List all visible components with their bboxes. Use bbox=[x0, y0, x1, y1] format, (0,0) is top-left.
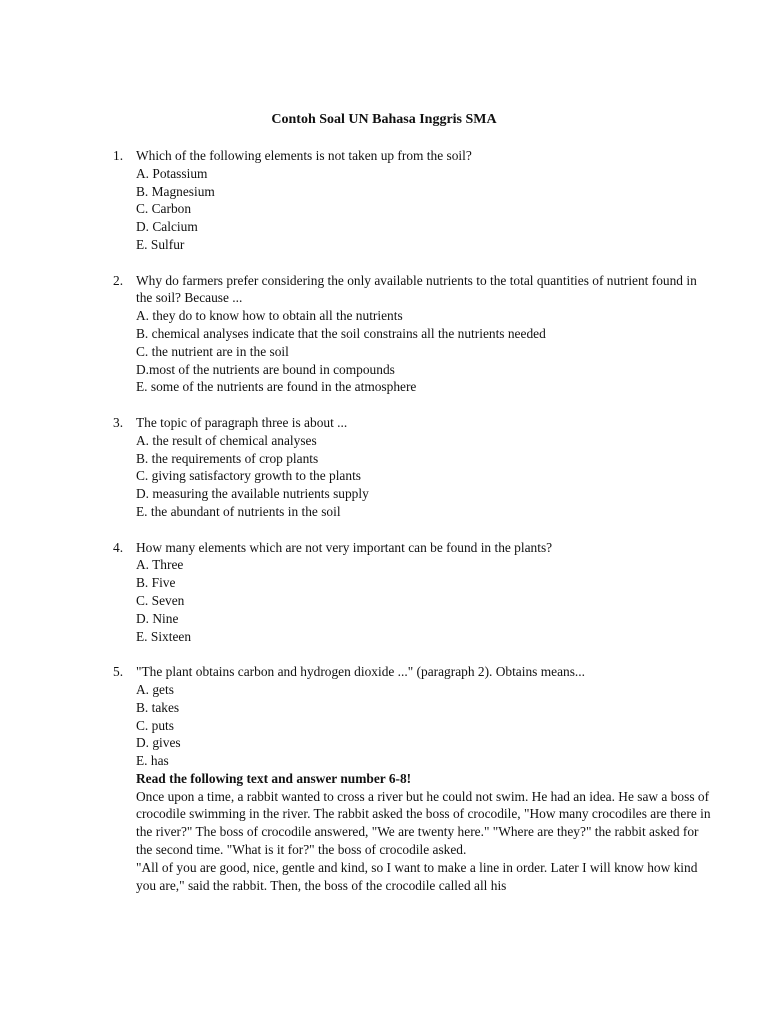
question-list bbox=[113, 147, 713, 894]
question-4 bbox=[113, 539, 713, 646]
option-d: D. measuring the available nutrients supply bbox=[136, 486, 369, 502]
option-d: D.most of the nutrients are bound in compounds bbox=[136, 361, 395, 377]
question-number: 2. bbox=[113, 272, 124, 288]
question-text: How many elements which are not very important can be found in the plants? bbox=[136, 539, 553, 555]
question-3 bbox=[113, 414, 713, 521]
option-e: E. Sulfur bbox=[136, 236, 185, 252]
option-a: A. gets bbox=[136, 681, 174, 697]
question-1 bbox=[113, 147, 713, 254]
option-e: E. some of the nutrients are found in the atmosphere bbox=[136, 379, 417, 395]
question-text: Why do farmers prefer considering the only available nutrients to the total quantities of nutrient found in the soil? Because ... bbox=[136, 272, 697, 306]
option-e: E. Sixteen bbox=[136, 628, 192, 644]
option-a: A. the result of chemical analyses bbox=[136, 432, 317, 448]
reading-paragraph-2: "All of you are good, nice, gentle and kind, so I want to make a line in order. Later I will know how kind you are," said the rabbit. Then, the boss of the crocodile called all his bbox=[136, 859, 698, 893]
reading-heading: Read the following text and answer number 6-8! bbox=[136, 770, 412, 786]
question-number: 5. bbox=[113, 664, 124, 680]
reading-section bbox=[113, 770, 713, 895]
question-number: 4. bbox=[113, 539, 124, 555]
question-text: Which of the following elements is not taken up from the soil? bbox=[136, 148, 472, 163]
question-5 bbox=[113, 663, 713, 770]
option-b: B. Magnesium bbox=[136, 183, 215, 199]
option-c: C. the nutrient are in the soil bbox=[136, 343, 289, 359]
question-number: 3. bbox=[113, 414, 124, 430]
option-d: D. gives bbox=[136, 735, 181, 751]
question-text: "The plant obtains carbon and hydrogen dioxide ..." (paragraph 2). Obtains means... bbox=[136, 664, 585, 680]
question-2 bbox=[113, 272, 713, 397]
option-a: A. they do to know how to obtain all the nutrients bbox=[136, 308, 403, 324]
option-b: B. Five bbox=[136, 575, 176, 591]
option-a: A. Three bbox=[136, 557, 184, 573]
option-c: C. Carbon bbox=[136, 201, 192, 217]
question-number: 1. bbox=[113, 148, 124, 163]
question-text: The topic of paragraph three is about ... bbox=[136, 414, 348, 430]
document-title: Contoh Soal UN Bahasa Inggris SMA bbox=[271, 112, 497, 127]
option-e: E. has bbox=[136, 753, 169, 769]
option-c: C. Seven bbox=[136, 592, 185, 608]
option-b: B. the requirements of crop plants bbox=[136, 450, 319, 466]
option-c: C. giving satisfactory growth to the plants bbox=[136, 468, 362, 484]
reading-paragraph-1: Once upon a time, a rabbit wanted to cross a river but he could not swim. He had an idea. He saw a boss of crocodile swimming in the river. The rabbit asked the boss of crocodile, "How many crocodiles are there in the river?" The boss of crocodile answered, "We are twenty here." "Where are they?" the rabbit asked for the second time. "What is it for?" the boss of crocodile asked. bbox=[136, 788, 711, 858]
option-b: B. chemical analyses indicate that the soil constrains all the nutrients needed bbox=[136, 325, 546, 341]
option-d: D. Nine bbox=[136, 610, 179, 626]
option-b: B. takes bbox=[136, 699, 180, 715]
option-c: C. puts bbox=[136, 717, 174, 733]
option-e: E. the abundant of nutrients in the soil bbox=[136, 503, 341, 519]
option-d: D. Calcium bbox=[136, 219, 198, 235]
option-a: A. Potassium bbox=[136, 165, 208, 181]
